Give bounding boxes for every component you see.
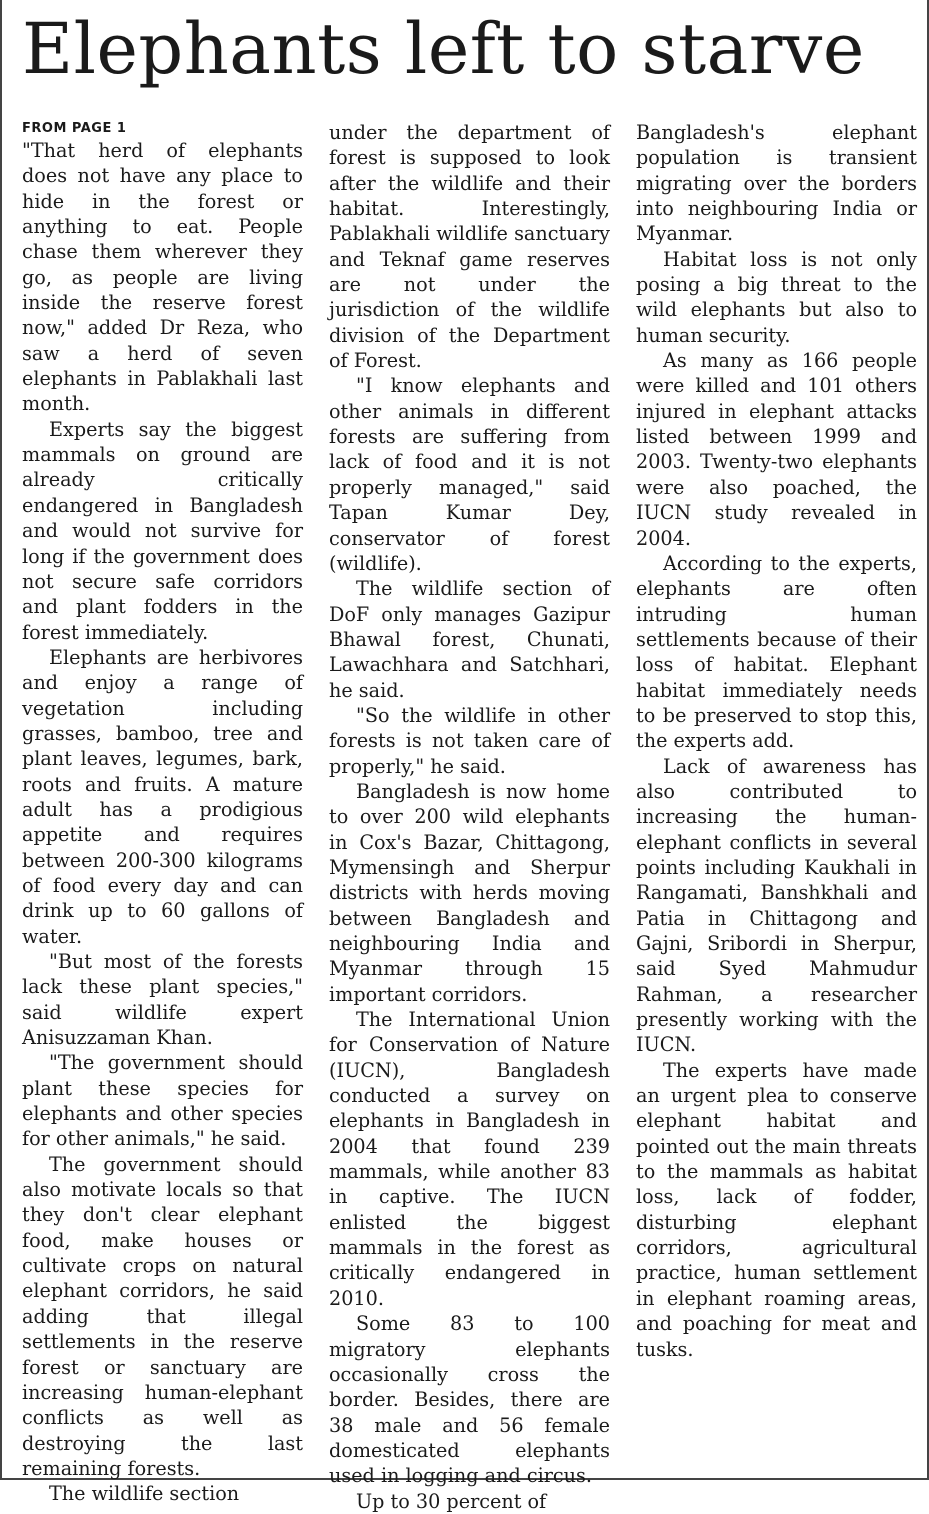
paragraph: According to the experts, elephants are often intruding human settlements because of their loss of habitat. Elephant habitat immediately needs to be preserved to stop this, the experts add. [636,551,917,753]
paragraph: "I know elephants and other animals in different forests are suffering from lack of food and it is not properly managed," said Tapan Kumar Dey, conservator of forest (wildlife). [329,374,610,575]
paragraph: Elephants are herbivores and enjoy a range of vegetation including grasses, bamboo, tree and plant leaves, legumes, bark, roots and fruits. A mature adult has a prodigious appetite and requires between 200-300 kilograms of food every day and can drink up to 60 gallons of water. [22,645,303,948]
paragraph: under the department of forest is supposed to look after the wildlife and their habitat. Interestingly, Pablakhali wildlife sanctuary and Teknaf game reserves are not under the jurisdiction of the wildlife division of the Department of Forest. [329,121,610,373]
kicker-from-page: FROM PAGE 1 [22,121,127,136]
column-2 [329,120,610,1514]
article-body [22,120,918,1513]
paragraph: The experts have made an urgent plea to conserve elephant habitat and pointed out the main threats to the mammals as habitat loss, lack of fodder, disturbing elephant corridors, agricultural practice, human settlement in elephant roaming areas, and poaching for meat and tusks. [636,1058,917,1361]
paragraph: "But most of the forests lack these plant species," said wildlife expert Anisuzzaman Khan. [22,950,303,1050]
paragraph: The wildlife section of DoF only manages Gazipur Bhawal forest, Chunati, Lawachhara and Satchhari, he said. [329,577,610,702]
paragraph: "The government should plant these species for elephants and other species for other animals," he said. [22,1051,303,1151]
paragraph: Lack of awareness has also contributed to increasing the human-elephant conflicts in several points including Kaukhali in Rangamati, Banshkhali and Patia in Chittagong and Gajni, Sribordi in Sherpur, said Syed Mahmudur Rahman, a researcher presently working with the IUCN. [636,754,917,1057]
paragraph: As many as 166 people were killed and 101 others injured in elephant attacks listed between 1999 and 2003. Twenty-two elephants were also poached, the IUCN study revealed in 2004. [636,349,917,550]
paragraph: "So the wildlife in other forests is not taken care of properly," he said. [329,703,610,778]
paragraph: The government should also motivate locals so that they don't clear elephant food, make houses or cultivate crops on natural elephant corridors, he said adding that illegal settlements in the reserve forest or sanctuary are increasing human-elephant conflicts as well as destroying the last remaining forests. [22,1152,303,1480]
paragraph: Bangladesh is now home to over 200 wild elephants in Cox's Bazar, Chittagong, Mymensingh and Sherpur districts with herds moving between Bangladesh and neighbouring India and Myanmar through 15 important corridors. [329,779,610,1006]
paragraph: Experts say the biggest mammals on ground are already critically endangered in Bangladesh and would not survive for long if the government does not secure safe corridors and plant fodders in the forest immediately. [22,417,303,644]
paragraph: Bangladesh's elephant population is transient migrating over the borders into neighbouring India or Myanmar. [636,121,917,246]
paragraph: "That herd of elephants does not have any place to hide in the forest or anything to eat. People chase them wherever they go, as people are living inside the reserve forest now," added Dr Reza, who saw a herd of seven elephants in Pablakhali last month. [22,139,303,416]
paragraph: The wildlife section [49,1482,240,1506]
paragraph: The International Union for Conservation of Nature (IUCN), Bangladesh conducted a survey on elephants in Bangladesh in 2004 that found 239 mammals, while another 83 in captive. The IUCN enlisted the biggest mammals in the forest as critically endangered in 2010. [329,1008,610,1310]
paragraph: Some 83 to 100 migratory elephants occasionally cross the border. Besides, there are 38 male and 56 female domesticated elephants used in logging and circus. [329,1312,610,1488]
column-3 [636,120,917,1514]
paragraph: Habitat loss is not only posing a big threat to the wild elephants but also to human security. [636,247,917,347]
column-1 [22,120,303,1514]
paragraph: Up to 30 percent of [356,1489,547,1513]
headline: Elephants left to starve [22,8,865,90]
